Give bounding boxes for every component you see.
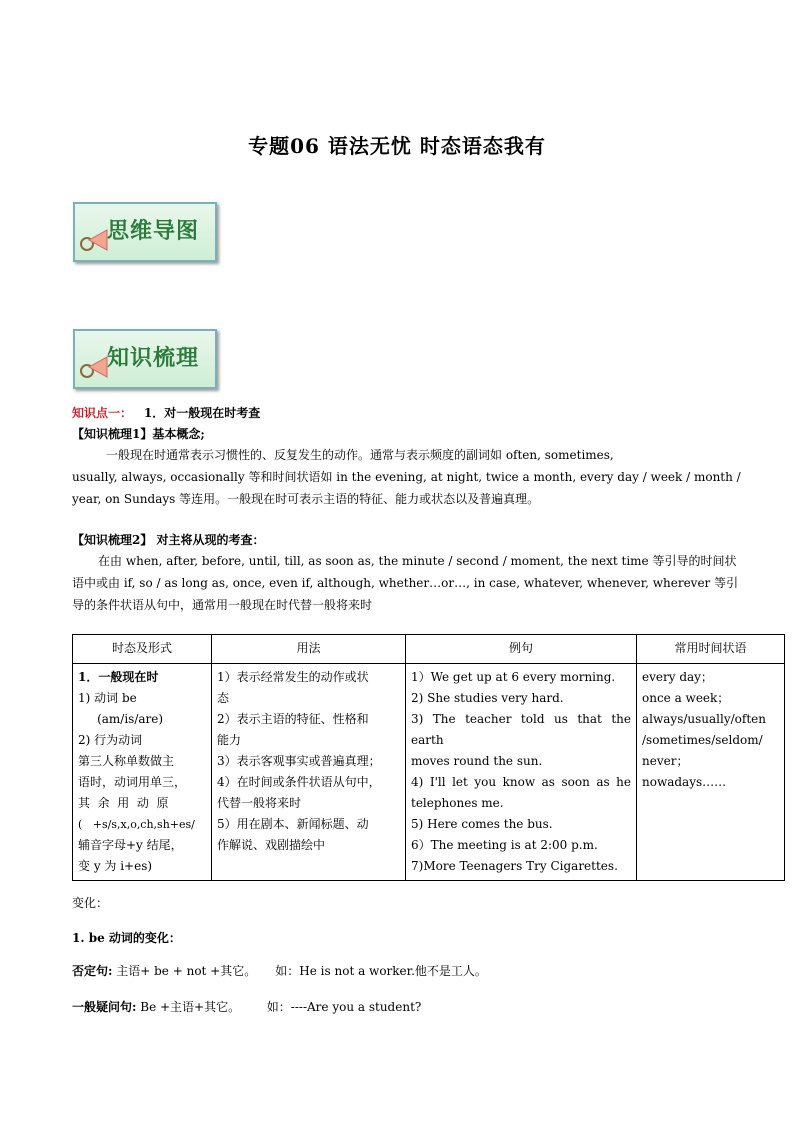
table-row xyxy=(73,664,785,881)
question-text: Be +主语+其它。 如：----Are you a student? xyxy=(136,1000,422,1014)
cell-line: 3）表示客观事实或普遍真理； xyxy=(217,754,381,768)
k1-line: year, on Sundays 等连用。一般现在时可表示主语的特征、能力或状态以及普遍真理。 xyxy=(72,492,540,506)
cell-line: 3) The teacher told us that the earth xyxy=(411,712,631,747)
cell-line: always/usually/often xyxy=(642,712,766,726)
cell-line: 4）在时间或条件状语从句中， xyxy=(217,775,381,789)
k2-line: 导的条件状语从句中，通常用一般现在时代替一般将来时 xyxy=(72,598,373,612)
page-title: 专题06 语法无忧 时态语态我有 xyxy=(248,134,546,158)
k1-line: 一般现在时通常表示习惯性的、反复发生的动作。通常与表示频度的副词如 often, sometimes, xyxy=(106,448,614,462)
cell-line: 1．一般现在时 xyxy=(78,670,159,684)
k1-line: usually, always, occasionally 等和时间状语如 in the evening, at night, twice a month, every day / week / month / xyxy=(72,470,741,484)
cell-line: 态 xyxy=(217,691,230,705)
cell-line: 1) 动词 be xyxy=(78,691,137,705)
cell-line: (am/is/are) xyxy=(78,712,164,726)
knowledge-label: 知识梳理 xyxy=(107,345,200,371)
cell-line: 7)More Teenagers Try Cigarettes. xyxy=(411,859,618,873)
cell-line: nowadays…… xyxy=(642,775,727,789)
cell-line: 6）The meeting is at 2:00 p.m. xyxy=(411,838,598,852)
usage-cell xyxy=(212,664,406,881)
change-label: 变化： xyxy=(72,896,109,910)
cell-line: 辅音字母+y 结尾， xyxy=(78,838,183,852)
cell-line: 1）表示经常发生的动作或状 xyxy=(217,670,369,684)
table-header: 用法 xyxy=(212,635,406,664)
negative-label: 否定句: xyxy=(72,964,113,978)
cell-line: never； xyxy=(642,754,689,768)
cell-line: 2) She studies very hard. xyxy=(411,691,564,705)
cell-line: 5) Here comes the bus. xyxy=(411,817,553,831)
table-header: 常用时间状语 xyxy=(637,635,785,664)
k2-line: 语中或由 if, so / as long as, once, even if, although, whether…or…, in case, whatever, whenever, wherever 等引 xyxy=(72,576,739,590)
knowledge-point-heading xyxy=(72,402,732,424)
k2-line: 在由 when, after, before, until, till, as soon as, the minute / second / moment, the next time 等引导的时间状 xyxy=(98,554,737,568)
cell-line: telephones me. xyxy=(411,796,504,810)
example-cell xyxy=(406,664,637,881)
cell-line: 5）用在剧本、新闻标题、动 xyxy=(217,817,369,831)
knowledge-banner xyxy=(73,329,217,389)
cell-line: 语时，动词用单三， xyxy=(78,775,187,789)
megaphone-icon xyxy=(79,226,109,252)
cell-line: 作解说、戏剧描绘中 xyxy=(217,838,326,852)
be-change-heading: 1. be 动词的变化： xyxy=(72,931,181,945)
cell-line: 1）We get up at 6 every morning. xyxy=(411,670,616,684)
cell-line: ( +s/s,x,o,ch,sh+es/ xyxy=(78,818,195,831)
negative-text: 主语+ be + not +其它。 如：He is not a worker.他不是工人。 xyxy=(112,964,487,978)
cell-line: 2) 行为动词 xyxy=(78,733,143,747)
megaphone-icon xyxy=(79,353,109,379)
tense-table xyxy=(72,634,785,881)
cell-line: 其 余 用 动 原 xyxy=(78,796,169,810)
point-label: 知识点一： xyxy=(72,406,133,420)
cell-line: 代替一般将来时 xyxy=(217,796,302,810)
negative-rule xyxy=(72,960,732,982)
cell-line: 2）表示主语的特征、性格和 xyxy=(217,712,369,726)
mind-map-banner xyxy=(73,202,217,262)
cell-line: 能力 xyxy=(217,733,242,747)
cell-line: moves round the sun. xyxy=(411,754,543,768)
point-heading: 1．对一般现在时考查 xyxy=(143,406,261,420)
k2-heading: 【知识梳理2】 对主将从现的考查： xyxy=(72,533,265,547)
cell-line: 变 y 为 i+es) xyxy=(78,859,153,873)
form-cell xyxy=(73,664,212,881)
question-label: 一般疑问句: xyxy=(72,1000,137,1014)
cell-line: /sometimes/seldom/ xyxy=(642,733,763,747)
time-adverbial-cell xyxy=(637,664,785,881)
cell-line: 4) I'll let you know as soon as he xyxy=(411,775,631,789)
cell-line: 第三人称单数做主 xyxy=(78,754,175,768)
table-header: 时态及形式 xyxy=(73,635,212,664)
table-header: 例句 xyxy=(406,635,637,664)
k1-heading: 【知识梳理1】基本概念; xyxy=(72,427,205,441)
cell-line: once a week； xyxy=(642,691,730,705)
mind-map-label: 思维导图 xyxy=(107,218,200,244)
cell-line: every day； xyxy=(642,670,713,684)
table-header-row xyxy=(73,635,785,664)
question-rule xyxy=(72,996,732,1018)
